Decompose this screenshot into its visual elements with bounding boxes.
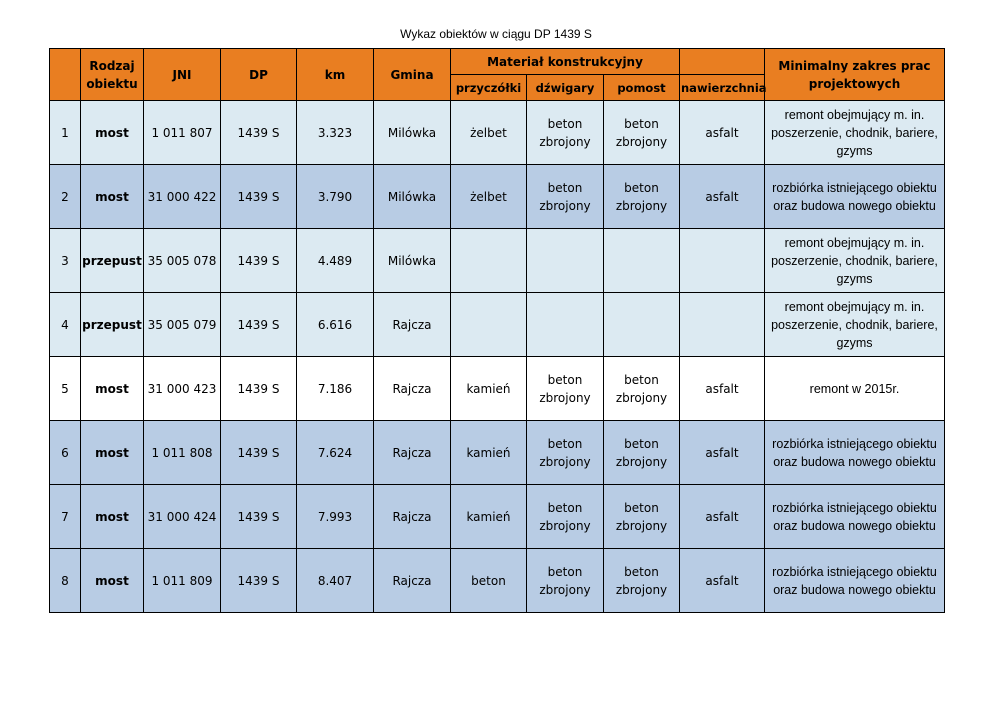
- cell-dp: 1439 S: [221, 357, 297, 421]
- cell-type: most: [81, 421, 144, 485]
- header-surface-blank: [680, 49, 765, 75]
- cell-gmina: Rajcza: [374, 421, 451, 485]
- cell-surface: asfalt: [680, 549, 765, 613]
- header-no: [50, 49, 81, 101]
- cell-surface: asfalt: [680, 421, 765, 485]
- cell-dp: 1439 S: [221, 421, 297, 485]
- header-girders: dźwigary: [527, 75, 604, 101]
- header-type: Rodzaj obiektu: [81, 49, 144, 101]
- header-scope: Minimalny zakres prac projektowych: [765, 49, 945, 101]
- cell-km: 6.616: [297, 293, 374, 357]
- cell-dp: 1439 S: [221, 101, 297, 165]
- cell-no: 8: [50, 549, 81, 613]
- cell-no: 4: [50, 293, 81, 357]
- cell-km: 7.624: [297, 421, 374, 485]
- header-jni: JNI: [144, 49, 221, 101]
- cell-no: 6: [50, 421, 81, 485]
- cell-scope: rozbiórka istniejącego obiektu oraz budowa nowego obiektu: [765, 165, 945, 229]
- cell-km: 3.323: [297, 101, 374, 165]
- cell-scope: rozbiórka istniejącego obiektu oraz budowa nowego obiektu: [765, 421, 945, 485]
- cell-dp: 1439 S: [221, 549, 297, 613]
- cell-surface: asfalt: [680, 485, 765, 549]
- cell-dp: 1439 S: [221, 293, 297, 357]
- table-row: [50, 549, 945, 613]
- cell-km: 7.186: [297, 357, 374, 421]
- cell-jni: 35 005 078: [144, 229, 221, 293]
- cell-no: 1: [50, 101, 81, 165]
- cell-deck: beton zbrojony: [604, 421, 680, 485]
- cell-gmina: Rajcza: [374, 293, 451, 357]
- cell-deck: beton zbrojony: [604, 357, 680, 421]
- cell-gmina: Rajcza: [374, 357, 451, 421]
- cell-dp: 1439 S: [221, 229, 297, 293]
- cell-dp: 1439 S: [221, 165, 297, 229]
- cell-girders: [527, 293, 604, 357]
- cell-surface: [680, 293, 765, 357]
- table-row: [50, 229, 945, 293]
- cell-girders: [527, 229, 604, 293]
- cell-no: 5: [50, 357, 81, 421]
- cell-scope: remont obejmujący m. in. poszerzenie, chodnik, bariere, gzyms: [765, 293, 945, 357]
- cell-type: przepust: [81, 229, 144, 293]
- table-row: [50, 165, 945, 229]
- header-gmina: Gmina: [374, 49, 451, 101]
- cell-jni: 1 011 807: [144, 101, 221, 165]
- cell-gmina: Rajcza: [374, 485, 451, 549]
- cell-gmina: Rajcza: [374, 549, 451, 613]
- cell-no: 2: [50, 165, 81, 229]
- cell-abutments: [451, 293, 527, 357]
- cell-abutments: kamień: [451, 485, 527, 549]
- cell-gmina: Milówka: [374, 229, 451, 293]
- cell-deck: beton zbrojony: [604, 485, 680, 549]
- cell-jni: 31 000 422: [144, 165, 221, 229]
- header-km: km: [297, 49, 374, 101]
- cell-girders: beton zbrojony: [527, 485, 604, 549]
- cell-type: most: [81, 165, 144, 229]
- table-row: [50, 485, 945, 549]
- cell-scope: rozbiórka istniejącego obiektu oraz budowa nowego obiektu: [765, 485, 945, 549]
- cell-girders: beton zbrojony: [527, 165, 604, 229]
- cell-girders: beton zbrojony: [527, 101, 604, 165]
- table-row: [50, 101, 945, 165]
- cell-jni: 31 000 423: [144, 357, 221, 421]
- cell-scope: remont w 2015r.: [765, 357, 945, 421]
- cell-surface: asfalt: [680, 165, 765, 229]
- cell-jni: 1 011 809: [144, 549, 221, 613]
- objects-table: [49, 48, 945, 613]
- table-row: [50, 357, 945, 421]
- cell-scope: remont obejmujący m. in. poszerzenie, chodnik, bariere, gzyms: [765, 229, 945, 293]
- cell-girders: beton zbrojony: [527, 357, 604, 421]
- cell-girders: beton zbrojony: [527, 421, 604, 485]
- cell-jni: 35 005 079: [144, 293, 221, 357]
- cell-no: 3: [50, 229, 81, 293]
- table-row: [50, 421, 945, 485]
- cell-deck: beton zbrojony: [604, 549, 680, 613]
- header-row: [50, 49, 945, 75]
- cell-girders: beton zbrojony: [527, 549, 604, 613]
- cell-deck: [604, 293, 680, 357]
- header-deck: pomost: [604, 75, 680, 101]
- header-material-group: Materiał konstrukcyjny: [451, 49, 680, 75]
- cell-jni: 1 011 808: [144, 421, 221, 485]
- cell-scope: rozbiórka istniejącego obiektu oraz budowa nowego obiektu: [765, 549, 945, 613]
- header-surface: nawierzchnia: [680, 75, 765, 101]
- header-abutments: przyczółki: [451, 75, 527, 101]
- cell-gmina: Milówka: [374, 165, 451, 229]
- cell-type: most: [81, 485, 144, 549]
- cell-dp: 1439 S: [221, 485, 297, 549]
- cell-deck: beton zbrojony: [604, 165, 680, 229]
- cell-km: 7.993: [297, 485, 374, 549]
- cell-gmina: Milówka: [374, 101, 451, 165]
- cell-abutments: żelbet: [451, 101, 527, 165]
- cell-no: 7: [50, 485, 81, 549]
- cell-km: 8.407: [297, 549, 374, 613]
- cell-abutments: żelbet: [451, 165, 527, 229]
- cell-type: most: [81, 549, 144, 613]
- cell-abutments: beton: [451, 549, 527, 613]
- cell-km: 4.489: [297, 229, 374, 293]
- cell-jni: 31 000 424: [144, 485, 221, 549]
- cell-surface: asfalt: [680, 357, 765, 421]
- header-dp: DP: [221, 49, 297, 101]
- cell-type: przepust: [81, 293, 144, 357]
- cell-scope: remont obejmujący m. in. poszerzenie, chodnik, bariere, gzyms: [765, 101, 945, 165]
- cell-deck: [604, 229, 680, 293]
- cell-abutments: kamień: [451, 421, 527, 485]
- page-title: Wykaz obiektów w ciągu DP 1439 S: [400, 27, 592, 41]
- cell-type: most: [81, 357, 144, 421]
- cell-surface: asfalt: [680, 101, 765, 165]
- cell-deck: beton zbrojony: [604, 101, 680, 165]
- cell-surface: [680, 229, 765, 293]
- cell-type: most: [81, 101, 144, 165]
- cell-abutments: kamień: [451, 357, 527, 421]
- cell-abutments: [451, 229, 527, 293]
- table-row: [50, 293, 945, 357]
- cell-km: 3.790: [297, 165, 374, 229]
